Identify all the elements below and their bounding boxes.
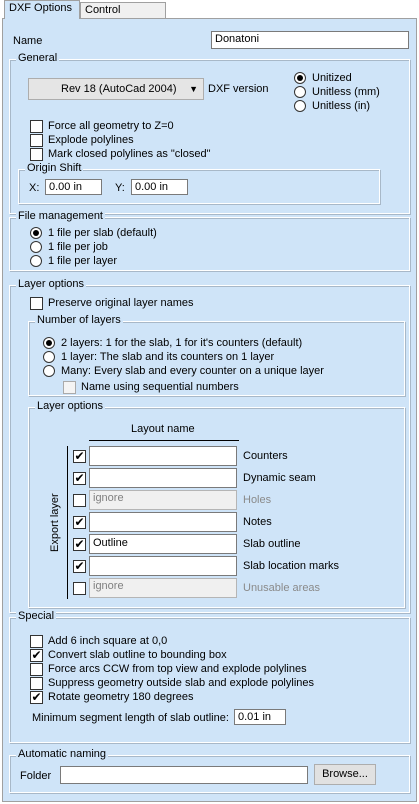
file-per-layer-radio[interactable] [30, 255, 42, 267]
dxf-version-label: DXF version [208, 83, 269, 95]
force-arcs-ccw-label: Force arcs CCW from top view and explode polylines [48, 663, 307, 675]
general-title: General [18, 52, 58, 64]
x-input[interactable]: 0.00 in [45, 179, 102, 195]
rotate-geometry-label: Rotate geometry 180 degrees [48, 691, 194, 703]
automatic-naming-group [9, 748, 410, 793]
slab-outline-label: Slab outline [243, 538, 301, 550]
unitized-label: Unitized [312, 72, 352, 84]
bounding-box-checkbox[interactable]: ✔ [31, 648, 42, 662]
unitized-radio[interactable] [294, 72, 306, 84]
preserve-layer-names-checkbox[interactable] [30, 297, 43, 310]
suppress-geometry-checkbox[interactable] [30, 677, 43, 690]
notes-label: Notes [243, 516, 272, 528]
one-layer-radio[interactable] [43, 351, 55, 363]
layer-options-title: Layer options [18, 278, 85, 290]
two-layers-radio[interactable] [43, 337, 55, 349]
counters-checkbox[interactable]: ✔ [74, 449, 85, 463]
unusable-areas-label: Unusable areas [243, 582, 321, 594]
one-layer-label: 1 layer: The slab and its counters on 1 layer [61, 351, 275, 363]
unusable-areas-input[interactable]: ignore [89, 578, 237, 598]
dynamic-seam-label: Dynamic seam [243, 472, 316, 484]
rotate-geometry-checkbox[interactable]: ✔ [31, 690, 42, 704]
folder-label: Folder [20, 770, 52, 782]
counters-input[interactable] [89, 446, 237, 466]
tab-strip [0, 0, 419, 18]
dynamic-seam-checkbox[interactable]: ✔ [74, 471, 85, 485]
file-per-job-radio[interactable] [30, 241, 42, 253]
sequential-numbers-label: Name using sequential numbers [81, 381, 239, 393]
layer-options-inner-group [28, 400, 405, 608]
origin-shift-group [18, 162, 380, 204]
file-per-layer-label: 1 file per layer [48, 255, 118, 267]
many-layers-label: Many: Every slab and every counter on a unique layer [61, 365, 324, 377]
unitless-in-label: Unitless (in) [312, 100, 371, 112]
unusable-areas-checkbox[interactable] [73, 582, 86, 595]
header-divider [89, 440, 239, 441]
slab-outline-checkbox[interactable]: ✔ [74, 537, 85, 551]
name-input[interactable]: Donatoni [211, 31, 409, 49]
y-input[interactable]: 0.00 in [131, 179, 188, 195]
force-z0-checkbox[interactable] [30, 120, 43, 133]
origin-shift-title: Origin Shift [27, 162, 82, 174]
many-layers-radio[interactable] [43, 365, 55, 377]
export-layer-label: Export layer [49, 493, 61, 552]
add-square-label: Add 6 inch square at 0,0 [48, 635, 168, 647]
export-layer-divider [67, 446, 68, 599]
notes-checkbox[interactable]: ✔ [74, 515, 85, 529]
holes-input[interactable]: ignore [89, 490, 237, 510]
folder-input[interactable] [60, 766, 308, 784]
min-segment-input[interactable]: 0.01 in [234, 709, 286, 725]
explode-polylines-label: Explode polylines [48, 134, 134, 146]
sequential-numbers-checkbox[interactable] [63, 381, 76, 394]
tab-control-options[interactable]: Control [80, 2, 166, 18]
suppress-geometry-label: Suppress geometry outside slab and explode polylines [48, 677, 314, 689]
layer-options-inner-title: Layer options [37, 400, 104, 412]
slab-location-marks-label: Slab location marks [243, 560, 339, 572]
layer-options-group [9, 278, 410, 613]
browse-button[interactable]: Browse... [314, 764, 376, 785]
y-label: Y: [115, 182, 125, 194]
counters-label: Counters [243, 450, 288, 462]
dxf-version-value: Rev 18 (AutoCad 2004) [61, 83, 177, 95]
bounding-box-label: Convert slab outline to bounding box [48, 649, 227, 661]
holes-label: Holes [243, 494, 272, 506]
force-z0-label: Force all geometry to Z=0 [48, 120, 174, 132]
add-square-checkbox[interactable] [30, 635, 43, 648]
min-segment-label: Minimum segment length of slab outline: [32, 712, 229, 724]
slab-location-marks-checkbox[interactable]: ✔ [74, 559, 85, 573]
file-management-title: File management [18, 210, 103, 222]
slab-outline-input[interactable]: Outline [89, 534, 237, 554]
dynamic-seam-input[interactable] [89, 468, 237, 488]
x-label: X: [29, 182, 40, 194]
force-arcs-ccw-checkbox[interactable] [30, 663, 43, 676]
slab-location-marks-input[interactable] [89, 556, 237, 576]
number-of-layers-title: Number of layers [37, 314, 121, 326]
explode-polylines-checkbox[interactable] [30, 134, 43, 147]
mark-closed-label: Mark closed polylines as "closed" [48, 148, 211, 160]
mark-closed-checkbox[interactable] [30, 148, 43, 161]
general-group [9, 52, 410, 214]
holes-checkbox[interactable] [73, 494, 86, 507]
file-per-job-label: 1 file per job [48, 241, 108, 253]
tab-dxf-options[interactable]: DXF Options [4, 0, 80, 19]
two-layers-label: 2 layers: 1 for the slab, 1 for it's counters (default) [61, 337, 303, 349]
unitless-mm-radio[interactable] [294, 86, 306, 98]
file-management-group [9, 210, 410, 271]
name-label: Name [13, 35, 43, 47]
automatic-naming-title: Automatic naming [18, 748, 107, 760]
dxf-options-panel [2, 18, 417, 802]
chevron-down-icon: ▼ [189, 84, 198, 94]
unitless-in-radio[interactable] [294, 100, 306, 112]
preserve-layer-names-label: Preserve original layer names [48, 297, 194, 309]
special-title: Special [18, 610, 55, 622]
number-of-layers-group [28, 314, 405, 396]
file-per-slab-radio[interactable] [30, 227, 42, 239]
notes-input[interactable] [89, 512, 237, 532]
unitless-mm-label: Unitless (mm) [312, 86, 380, 98]
special-group [9, 610, 410, 743]
layout-name-header: Layout name [131, 423, 195, 435]
dxf-version-dropdown[interactable] [28, 78, 204, 100]
file-per-slab-label: 1 file per slab (default) [48, 227, 157, 239]
